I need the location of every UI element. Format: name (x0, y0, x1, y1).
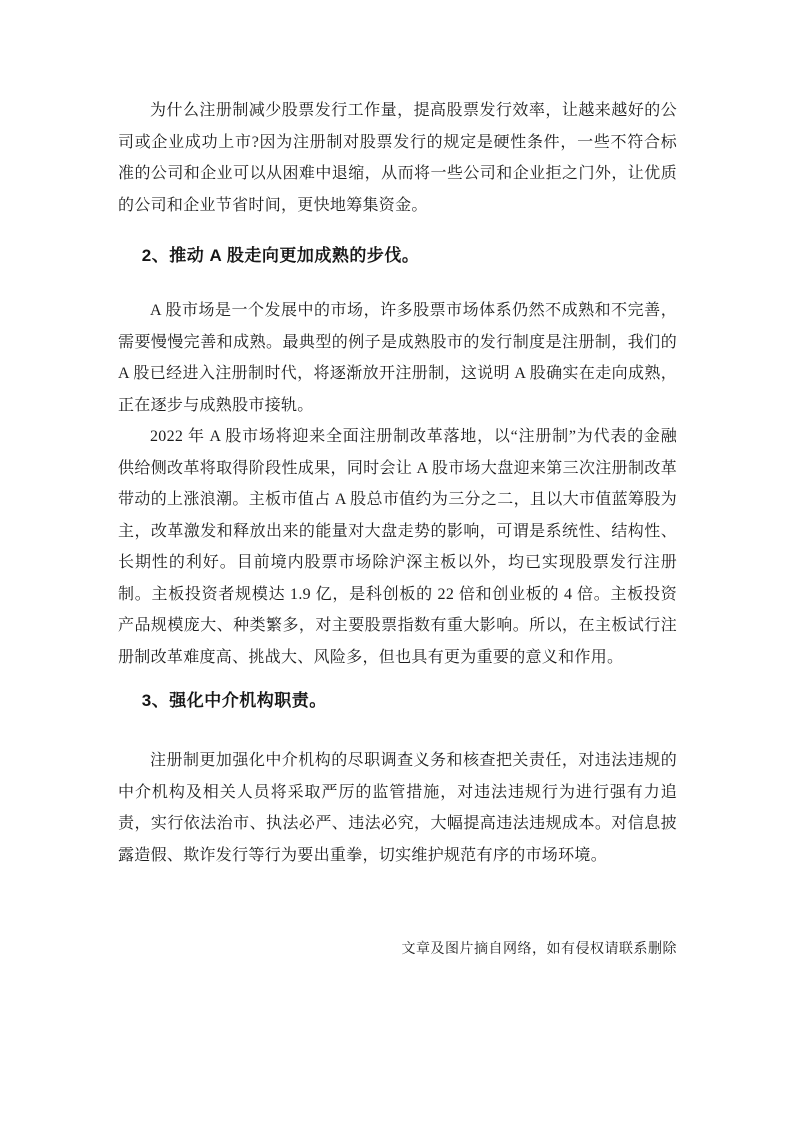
body-paragraph-a-share-developing-market: A 股市场是一个发展中的市场，许多股票市场体系仍然不成熟和不完善，需要慢慢完善和成熟。最典型的例子是成熟股市的发行制度是注册制，我们的 A 股已经进入注册制时代，将逐渐放开注册制，这说明 A 股确实在走向成熟，正在逐步与成熟股市接轨。 (118, 302, 677, 414)
section-heading-a-share-maturity: 2、推动 A 股走向更加成熟的步伐。 (141, 246, 420, 265)
body-paragraph-2022-registration-reform: 2022 年 A 股市场将迎来全面注册制改革落地，以“注册制”为代表的金融供给侧改革将取得阶段性成果，同时会让 A 股市场大盘迎来第三次注册制改革带动的上涨浪潮。主板市值占 A 股总市值约为三分之二，且以大市值蓝筹股为主，改革激发和释放出来的能量对大盘走势的影响，可谓是系统性、结构性、长期性的利好。目前境内股票市场除沪深主板以外，均已实现股票发行注册制。主板投资者规模达 1.9 亿，是科创板的 22 倍和创业板的 4 倍。主板投资产品规模庞大、种类繁多，对主要股票指数有重大影响。所以，在主板试行注册制改革难度高、挑战大、风险多，但也具有更为重要的意义和作用。 (118, 428, 677, 666)
section-heading-intermediary-responsibility: 3、强化中介机构职责。 (141, 691, 327, 710)
footer-attribution-note: 文章及图片摘自网络，如有侵权请联系删除 (401, 942, 677, 957)
body-paragraph-intermediary-supervision: 注册制更加强化中介机构的尽职调查义务和核查把关责任，对违法违规的中介机构及相关人员将采取严厉的监管措施，对违法违规行为进行强有力追责，实行依法治市、执法必严、违法必究，大幅提高违法违规成本。对信息披露造假、欺诈发行等行为要出重拳，切实维护规范有序的市场环境。 (118, 752, 677, 864)
body-paragraph-why-registration-system: 为什么注册制减少股票发行工作量，提高股票发行效率，让越来越好的公司或企业成功上市?因为注册制对股票发行的规定是硬性条件，一些不符合标准的公司和企业可以从困难中退缩，从而将一些公司和企业拒之门外，让优质的公司和企业节省时间，更快地筹集资金。 (118, 102, 677, 214)
